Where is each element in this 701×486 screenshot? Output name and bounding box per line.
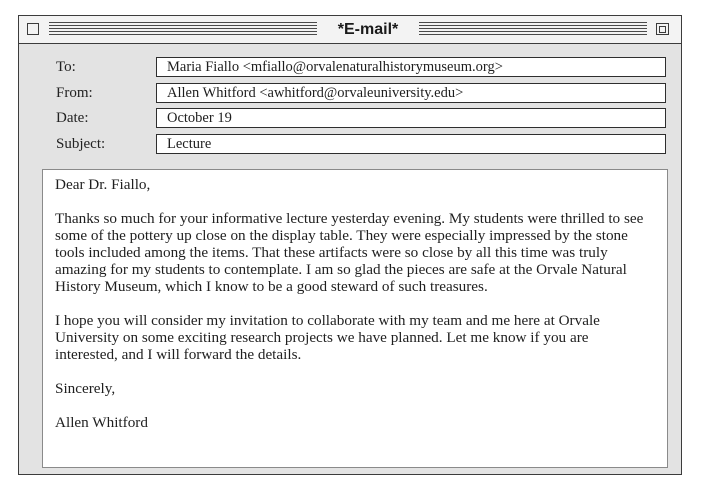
window-title: *E-mail* <box>317 16 419 43</box>
message-signature: Allen Whitford <box>55 414 148 431</box>
date-field[interactable] <box>156 108 666 128</box>
to-label: To: <box>56 59 76 75</box>
title-bar-stripes-right <box>419 22 647 35</box>
message-body[interactable] <box>42 169 668 468</box>
message-paragraph: Thanks so much for your informative lecture yesterday evening. My students were thrilled to see some of the pottery up close on the display table. They were especially impressed by the stone tools included among the items. That these artifacts were so close by all this time was truly amazing for my students to contemplate. I am so glad the pieces are safe at the Orvale Natural History Museum, which I know to be a good steward of such treasures. <box>55 210 644 295</box>
subject-field[interactable] <box>156 134 666 154</box>
message-paragraph: I hope you will consider my invitation to collaborate with my team and me here at Orvale University on some exciting research projects we have planned. Let me know if you are interested, and I will forward the details. <box>55 312 600 363</box>
to-field[interactable] <box>156 57 666 77</box>
from-label: From: <box>56 85 93 101</box>
close-box-icon[interactable] <box>27 23 39 35</box>
from-field[interactable] <box>156 83 666 103</box>
message-closing: Sincerely, <box>55 380 116 397</box>
title-bar[interactable] <box>19 16 681 44</box>
subject-label: Subject: <box>56 136 106 152</box>
title-bar-stripes-left <box>49 22 317 35</box>
email-window <box>18 15 682 475</box>
date-label: Date: <box>56 110 89 126</box>
zoom-box-icon[interactable] <box>656 23 669 35</box>
message-greeting: Dear Dr. Fiallo, <box>55 176 151 193</box>
